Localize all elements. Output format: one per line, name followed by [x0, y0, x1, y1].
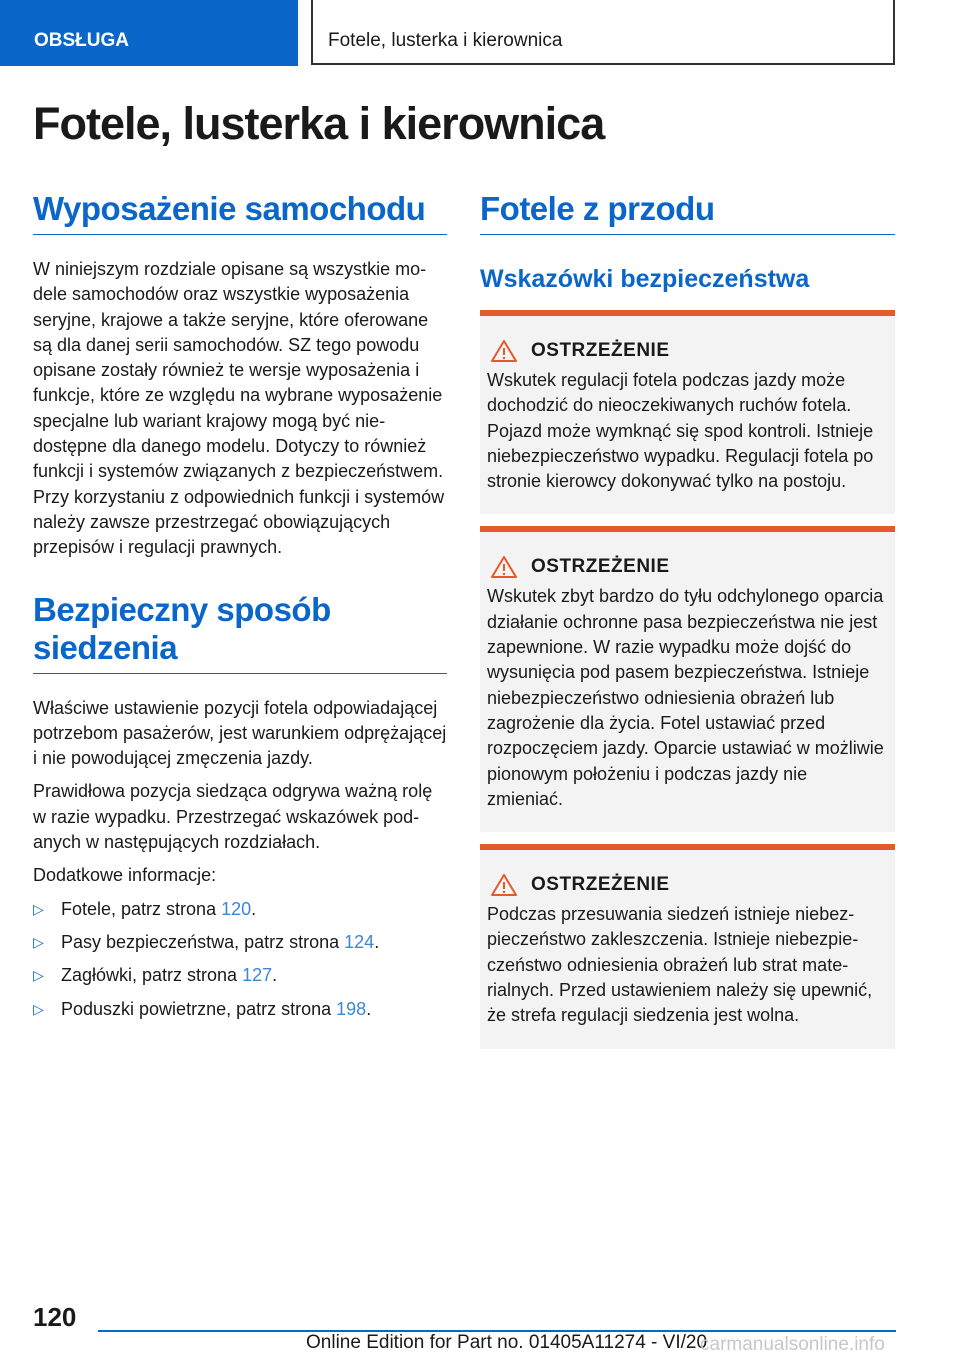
reference-text: Zagłówki, patrz strona [61, 965, 243, 986]
watermark: carmanualsonline.info [700, 1334, 885, 1355]
page-link-124[interactable]: 124 [344, 931, 375, 952]
page-header [0, 0, 960, 66]
equipment-text: W niniejszym rozdziale opisane są wszystkie modele samochodów oraz wszystkie wyposażenia seryjne, krajowe a także seryjne, które oferowane są dla danej serii samochodów. SZ tego powodu opisane zostały również te wersje wyposażenia i funkcje, które ze względu na wybrane wyposażenie specjalne lub wariant krajowy mogą być niedostępne dla danego modelu. Dotyczy to również funkcji i systemów związanych z bezpieczeństwem. Przy korzystaniu z odpowiednich funkcji i systemów należy zawsze przestrzegać obowiązujących przepisów i regulacji prawnych. [33, 259, 445, 558]
edition-info: Online Edition for Part no. 01405A11274 - VI/20 [306, 1332, 708, 1353]
reference-text: Pasy bezpieczeństwa, patrz strona [61, 931, 345, 952]
warning-text: Podczas przesuwania siedzeń istnieje niebezpieczeństwo zakleszczenia. Istnieje niebezpieczeństwo odniesienia obrażeń lub strat materialnych. Przed ustawieniem należy się upewnić, że strefa regulacji siedzenia jest wolna. [487, 904, 873, 1026]
warning-box [480, 526, 895, 832]
triangle-right-icon: ▷ [33, 933, 44, 950]
warning-title: OSTRZEŻENIE [531, 874, 670, 896]
list-item: ▷ Zagłówki, patrz strona 127. [33, 963, 447, 988]
list-item: ▷ Fotele, patrz strona 120. [33, 897, 447, 922]
page-number: 120 [33, 1302, 77, 1332]
warning-text: Wskutek regulacji fotela podczas jazdy może dochodzić do nieoczekiwanych ruchów fotela. Pojazd może wymknąć się spod kontroli. Istnieje niebezpieczeństwo wypadku. Regulacji fotela po stronie kierowcy dokonywać tylko na postoju. [487, 370, 874, 492]
page-link-198[interactable]: 198 [336, 998, 367, 1019]
chapter-title: Fotele, lusterka i kierownica [311, 0, 895, 65]
warning-text: Wskutek zbyt bardzo do tyłu odchylonego oparcia działanie ochronne pasa bezpieczeństwa nie jest zapewnione. W razie wypadku może dojść do wysunięcia pod pasem bezpieczeństwa. Istnieje niebezpieczeństwo odniesienia obrażeń lub zagrożenie dla życia. Fotel ustawiać przed rozpoczęciem jazdy. Oparcie ustawiać w możliwie pionowym położeniu i podczas jazdy nie zmieniać. [487, 586, 884, 809]
additional-info-label: Dodatkowe informacje: [33, 865, 217, 886]
seating-paragraph-2: Prawidłowa pozycja siedząca odgrywa ważną rolę w razie wypadku. Przestrzegać wskazówek podanych w następujących rozdziałach. [33, 781, 433, 853]
seating-paragraph-1: Właściwe ustawienie pozycji fotela odpowiadającej potrzebom pasażerów, jest warunkiem odprężającej i nie powodującej zmęczenia jazdy. [33, 697, 447, 769]
equipment-heading: Wyposażenie samochodu [33, 190, 447, 235]
reference-list [33, 897, 447, 1022]
triangle-right-icon: ▷ [33, 900, 44, 917]
seating-heading: Bezpieczny sposób siedzenia [33, 591, 447, 674]
safety-notes-heading: Wskazówki bezpieczeństwa [480, 265, 810, 293]
warning-box [480, 844, 895, 1048]
warning-box [480, 310, 895, 514]
warning-triangle-icon [491, 556, 517, 578]
page-title: Fotele, lusterka i kierownica [33, 98, 605, 149]
page-link-127[interactable]: 127 [242, 965, 273, 986]
front-seats-heading: Fotele z przodu [480, 190, 895, 235]
warning-title: OSTRZEŻENIE [531, 340, 670, 361]
reference-text: Fotele, patrz strona [61, 898, 222, 919]
triangle-right-icon: ▷ [33, 967, 44, 984]
warning-triangle-icon [491, 874, 517, 896]
warning-triangle-icon [491, 340, 517, 362]
triangle-right-icon: ▷ [33, 1000, 44, 1017]
list-item: ▷ Pasy bezpieczeństwa, patrz strona 124. [33, 930, 447, 955]
right-column [480, 190, 895, 1061]
page-link-120[interactable]: 120 [221, 898, 252, 919]
section-tab: OBSŁUGA [0, 0, 298, 66]
reference-text: Poduszki powietrzne, patrz strona [61, 998, 337, 1019]
warning-title: OSTRZEŻENIE [531, 556, 670, 578]
list-item: ▷ Poduszki powietrzne, patrz strona 198. [33, 997, 447, 1022]
left-column [33, 190, 447, 1030]
